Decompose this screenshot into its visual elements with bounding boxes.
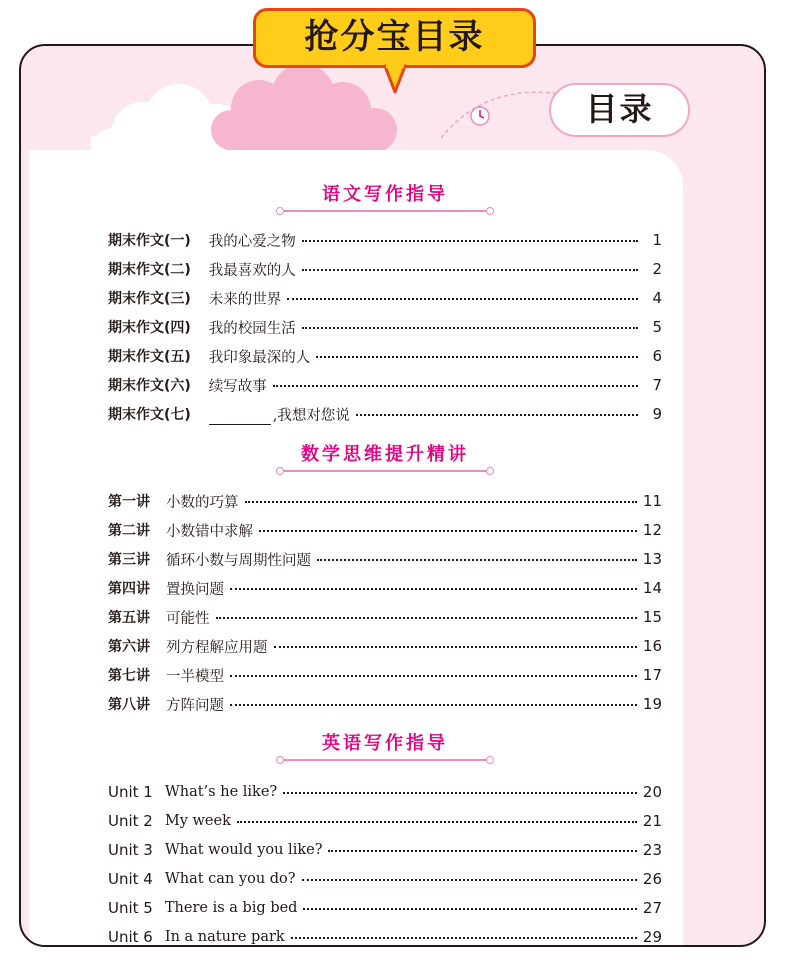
entry-label: 第一讲 <box>108 494 150 510</box>
toc-entry[interactable] <box>108 286 662 310</box>
toc-entry[interactable] <box>108 809 662 833</box>
entry-label: 期末作文(五) <box>108 349 191 365</box>
entry-title: ,我想对您说 <box>272 407 350 424</box>
entry-title: 小数错中求解 <box>166 523 253 540</box>
entry-label: Unit 6 <box>108 928 153 946</box>
entry-title: 我的校园生活 <box>208 320 296 337</box>
toc-entry[interactable] <box>108 257 662 281</box>
leader-dots <box>245 501 637 503</box>
leader-dots <box>287 298 638 300</box>
toc-entry[interactable] <box>108 692 662 716</box>
leader-dots <box>259 530 637 532</box>
entry-title: 可能性 <box>166 610 210 627</box>
entry-title: 循环小数与周期性问题 <box>166 552 311 569</box>
leader-dots <box>230 588 637 590</box>
entry-label: Unit 2 <box>108 812 153 830</box>
entry-title: My week <box>164 813 231 829</box>
entry-page: 2 <box>652 260 662 278</box>
entry-label: Unit 4 <box>108 870 153 888</box>
entry-label: 第三讲 <box>108 552 150 568</box>
entry-title: 我最喜欢的人 <box>208 262 296 279</box>
toc-entry[interactable] <box>108 780 662 804</box>
entry-title: 小数的巧算 <box>166 494 239 511</box>
badge-pointer-icon <box>383 64 407 94</box>
toc-entry[interactable] <box>108 867 662 891</box>
toc-entry[interactable] <box>108 605 662 629</box>
entry-page: 1 <box>652 231 662 249</box>
toc-entry[interactable] <box>108 838 662 862</box>
entry-title: 我印象最深的人 <box>208 349 311 366</box>
toc-entry[interactable] <box>108 402 662 426</box>
entry-title: What’s he like? <box>164 784 278 800</box>
heading-dot-icon <box>486 207 494 215</box>
section-heading-math <box>270 444 500 472</box>
entry-page: 9 <box>652 405 662 423</box>
entry-label: 第八讲 <box>108 697 150 713</box>
heading-dot-icon <box>276 756 284 764</box>
entry-page: 19 <box>642 695 662 713</box>
toc-entry[interactable] <box>108 518 662 542</box>
entry-title: What would you like? <box>164 842 323 858</box>
entry-page: 17 <box>642 666 662 684</box>
entry-label: 期末作文(六) <box>108 378 191 394</box>
leader-dots <box>283 792 637 794</box>
toc-entry[interactable] <box>108 373 662 397</box>
entry-page: 5 <box>652 318 662 336</box>
entry-page: 14 <box>642 579 662 597</box>
leader-dots <box>237 821 637 823</box>
toc-entry[interactable] <box>108 315 662 339</box>
toc-entry[interactable] <box>108 547 662 571</box>
heading-underline <box>284 470 486 472</box>
entry-title: In a nature park <box>164 929 285 945</box>
entry-label: Unit 3 <box>108 841 153 859</box>
leader-dots <box>302 327 638 329</box>
leader-dots <box>216 617 637 619</box>
entry-title: 续写故事 <box>208 378 267 395</box>
section-heading-english <box>270 733 500 761</box>
heading-dot-icon <box>276 207 284 215</box>
fill-in-blank <box>209 410 271 425</box>
entry-label: 第六讲 <box>108 639 150 655</box>
entry-page: 21 <box>642 812 662 830</box>
entry-label: 第四讲 <box>108 581 150 597</box>
entry-page: 27 <box>642 899 662 917</box>
entry-title: 我的心爱之物 <box>208 233 296 250</box>
entry-title: There is a big bed <box>164 900 298 916</box>
entry-page: 29 <box>642 928 662 946</box>
subtitle-tag: 目录 <box>549 83 690 137</box>
entry-title: 未来的世界 <box>208 291 282 308</box>
entry-page: 26 <box>642 870 662 888</box>
toc-entry[interactable] <box>108 896 662 920</box>
leader-dots <box>302 240 638 242</box>
entry-label: 期末作文(七) <box>108 407 191 423</box>
section-heading-text: 语文写作指导 <box>322 184 448 205</box>
entry-label: 期末作文(一) <box>108 233 191 249</box>
leader-dots <box>273 385 638 387</box>
toc-entry[interactable] <box>108 663 662 687</box>
entry-title: 方阵问题 <box>166 697 224 714</box>
entry-label: 期末作文(二) <box>108 262 191 278</box>
toc-entry[interactable] <box>108 925 662 949</box>
entry-title: What can you do? <box>164 871 296 887</box>
entry-label: 期末作文(四) <box>108 320 191 336</box>
section-heading-chinese <box>270 184 500 212</box>
clock-icon <box>440 88 500 128</box>
leader-dots <box>291 937 637 939</box>
entry-title: 列方程解应用题 <box>166 639 268 656</box>
entry-page: 20 <box>642 783 662 801</box>
leader-dots <box>302 879 637 881</box>
toc-entry[interactable] <box>108 634 662 658</box>
entry-label: Unit 5 <box>108 899 153 917</box>
entry-page: 12 <box>642 521 662 539</box>
entry-page: 23 <box>642 841 662 859</box>
heading-dot-icon <box>486 756 494 764</box>
leader-dots <box>230 704 637 706</box>
entry-label: 第七讲 <box>108 668 150 684</box>
section-heading-text: 数学思维提升精讲 <box>301 444 469 465</box>
page-title-badge: 抢分宝目录 <box>253 8 536 68</box>
heading-dot-icon <box>276 467 284 475</box>
entry-page: 15 <box>642 608 662 626</box>
entry-page: 6 <box>652 347 662 365</box>
entry-page: 4 <box>652 289 662 307</box>
leader-dots <box>230 675 637 677</box>
entry-title-with-blank <box>209 404 350 425</box>
leader-dots <box>274 646 637 648</box>
entry-page: 13 <box>642 550 662 568</box>
entry-label: 期末作文(三) <box>108 291 191 307</box>
toc-entry[interactable] <box>108 344 662 368</box>
entry-page: 11 <box>642 492 662 510</box>
entry-page: 7 <box>652 376 662 394</box>
entry-label: 第五讲 <box>108 610 150 626</box>
leader-dots <box>316 356 638 358</box>
entry-title: 置换问题 <box>166 581 224 598</box>
heading-dot-icon <box>486 467 494 475</box>
leader-dots <box>328 850 636 852</box>
toc-entry[interactable] <box>108 228 662 252</box>
leader-dots <box>302 269 638 271</box>
section-heading-text: 英语写作指导 <box>322 733 448 754</box>
toc-entry[interactable] <box>108 576 662 600</box>
entry-page: 16 <box>642 637 662 655</box>
entry-label: 第二讲 <box>108 523 150 539</box>
leader-dots <box>356 414 638 416</box>
entry-title: 一半模型 <box>166 668 224 685</box>
heading-underline <box>284 759 486 761</box>
toc-entry[interactable] <box>108 489 662 513</box>
leader-dots <box>317 559 637 561</box>
entry-label: Unit 1 <box>108 783 153 801</box>
heading-underline <box>284 210 486 212</box>
leader-dots <box>303 908 636 910</box>
